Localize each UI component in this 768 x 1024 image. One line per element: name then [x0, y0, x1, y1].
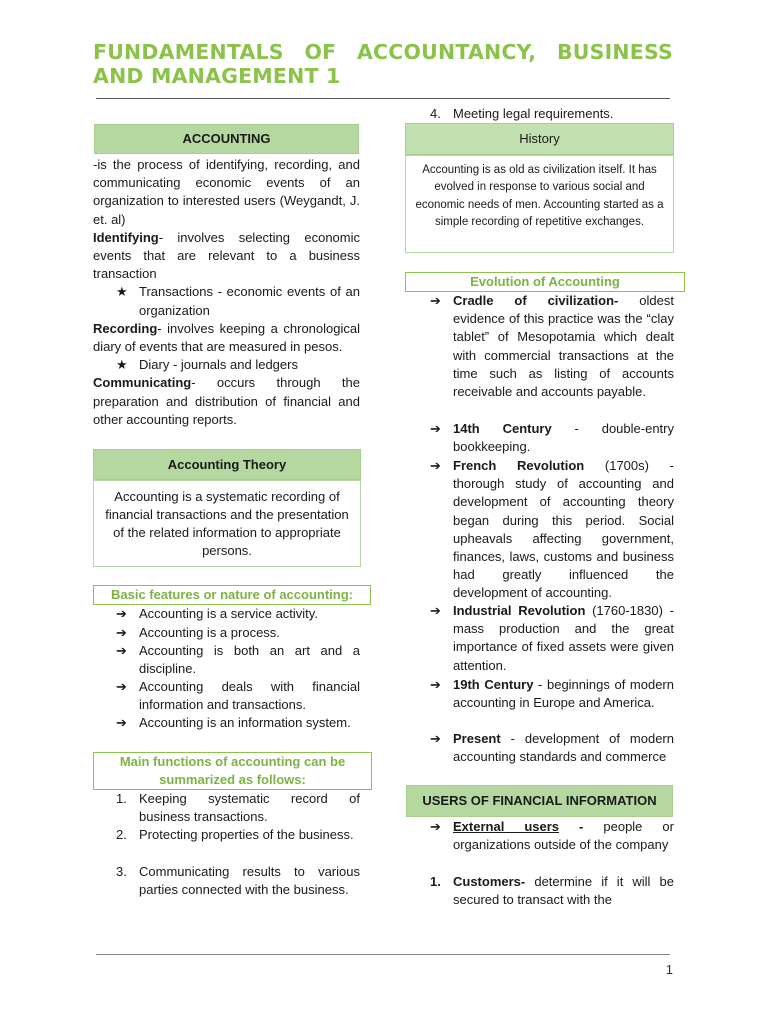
accounting-definition: -is the process of identifying, recording, and communicating economic events of an organization to interested users (Weygandt, J. et. al) [93, 157, 360, 227]
arrow-icon: ➔ [430, 677, 441, 692]
users-heading: USERS OF FINANCIAL INFORMATION [406, 785, 673, 817]
external-users-item: ➔ External users - people or organizations outside of the company [430, 819, 674, 853]
evolution-item: ➔ Cradle of civilization- oldest evidence of this practice was the “clay tablet” of Mesopotamia which dealt with commercial transactions at the time such as listing of accounts receivable and accounts payable. [430, 293, 674, 400]
identifying-definition: Identifying- involves selecting economic events that are relevant to a business transaction [93, 229, 360, 282]
function-item: 3. Communicating results to various parties connected with the business. [116, 864, 360, 898]
evolution-item: ➔ 19th Century - beginnings of modern accounting in Europe and America. [430, 677, 674, 711]
evolution-item: ➔ French Revolution (1700s) - thorough study of accounting and development of accounting theory began during this period. Social upheavals affecting government, finances, laws, customs and business had greatly influenced the development of accounting. [430, 458, 674, 601]
history-box: Accounting is as old as civilization itself. It has evolved in response to various social and economic needs of men. Accounting started as a simple recording of repetitive exchanges. [405, 155, 674, 253]
document-title: FUNDAMENTALS OF ACCOUNTANCY, BUSINESS AND MANAGEMENT 1 [93, 40, 673, 88]
communicating-definition: Communicating- occurs through the preparation and distribution of financial and other accounting reports. [93, 375, 360, 427]
basic-features-heading: Basic features or nature of accounting: [93, 585, 371, 605]
arrow-icon: ➔ [116, 715, 127, 730]
evolution-item: ➔ Present - development of modern accounting standards and commerce [430, 731, 674, 765]
header-divider [96, 98, 670, 99]
accounting-theory-heading: Accounting Theory [93, 449, 361, 480]
arrow-icon: ➔ [430, 603, 441, 618]
recording-bullet: ★ Diary - journals and ledgers [93, 356, 360, 374]
accounting-definitions [93, 156, 360, 429]
feature-item: ➔ Accounting is an information system. [116, 714, 360, 751]
feature-item: ➔ Accounting deals with financial information and transactions. [116, 679, 360, 713]
function-item: 1. Keeping systematic record of business transactions. [116, 791, 360, 825]
function-item: 4. Meeting legal requirements. [430, 106, 614, 121]
arrow-icon: ➔ [430, 458, 441, 473]
star-icon: ★ [116, 357, 128, 373]
identifying-bullet: ★ Transactions - economic events of an organization [116, 284, 360, 318]
arrow-icon: ➔ [430, 819, 441, 834]
function-item: 2. Protecting properties of the business. [116, 827, 354, 842]
arrow-icon: ➔ [116, 643, 127, 658]
feature-item: ➔ Accounting is a process. [116, 624, 360, 643]
arrow-icon: ➔ [430, 293, 441, 308]
feature-item: ➔ Accounting is both an art and a discipline. [116, 643, 360, 677]
footer-divider [96, 954, 670, 955]
main-functions-heading: Main functions of accounting can be summarized as follows: [93, 752, 372, 790]
arrow-icon: ➔ [116, 606, 127, 621]
accounting-heading: ACCOUNTING [94, 124, 359, 154]
arrow-icon: ➔ [116, 679, 127, 694]
arrow-icon: ➔ [430, 731, 441, 746]
feature-item: ➔ Accounting is a service activity. [116, 605, 360, 624]
customers-item: 1. Customers- determine if it will be secured to transact with the [430, 874, 674, 908]
arrow-icon: ➔ [430, 421, 441, 436]
recording-definition: Recording- involves keeping a chronological diary of events that are measured in pesos. [93, 320, 360, 355]
star-icon: ★ [116, 284, 128, 300]
evolution-heading: Evolution of Accounting [405, 272, 685, 292]
evolution-item: ➔ 14th Century - double-entry bookkeeping. [430, 421, 674, 455]
arrow-icon: ➔ [116, 625, 127, 640]
evolution-item: ➔ Industrial Revolution (1760-1830) - mass production and the great importance of fixed assets were given attention. [430, 603, 674, 673]
history-heading: History [405, 123, 674, 155]
page-number: 1 [665, 962, 673, 977]
accounting-theory-box: Accounting is a systematic recording of financial transactions and the presentation of the related information to appropriate persons. [93, 480, 361, 567]
